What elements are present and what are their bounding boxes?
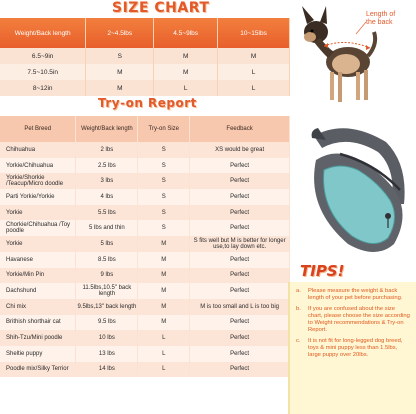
size-chart-row xyxy=(0,80,290,96)
tryon-row xyxy=(0,142,290,158)
feedback-cell: Perfect xyxy=(190,205,290,221)
tryon-row xyxy=(0,173,290,189)
feedback-cell: Perfect xyxy=(190,268,290,284)
weight-cell: 2 lbs xyxy=(76,142,138,158)
breed-cell: Brithish shorthair cat xyxy=(0,315,76,331)
size-header-cell: Weight/Back length xyxy=(0,18,86,48)
tryon-header-row xyxy=(0,116,290,142)
dog-label-line-1: Length of xyxy=(366,11,396,18)
tip-text: Please measure the weight & back length of your pet before purchasing. xyxy=(308,288,403,301)
tip-bullet: c. xyxy=(296,338,301,344)
weight-cell: 9.5 lbs xyxy=(76,315,138,331)
breed-cell: Sheltie puppy xyxy=(0,346,76,362)
breed-cell: Yorkie/Chihuahua xyxy=(0,158,76,174)
feedback-cell: S fits well but M is better for longer use,to lay down etc. xyxy=(190,236,290,252)
tryon-size-cell: M xyxy=(138,236,190,252)
breed-cell: Poodle mix/Silky Terrior xyxy=(0,362,76,378)
size-chart-row xyxy=(0,48,290,64)
size-header-cell: 4.5~9lbs xyxy=(154,18,218,48)
size-chart-header-row xyxy=(0,18,290,48)
size-cell: M xyxy=(86,64,154,80)
tryon-size-cell: M xyxy=(138,299,190,315)
size-cell: S xyxy=(86,48,154,64)
tryon-size-cell: S xyxy=(138,158,190,174)
back-length-cell: 7.5~10.5in xyxy=(0,64,86,80)
size-header-cell: 10~15lbs xyxy=(218,18,290,48)
tryon-header-cell: Try-on Size xyxy=(138,116,190,142)
tryon-row xyxy=(0,158,290,174)
dog-label-line-2: the back xyxy=(366,19,393,26)
feedback-cell: Perfect xyxy=(190,252,290,268)
tryon-report-table xyxy=(0,116,290,377)
weight-cell: 2.5 lbs xyxy=(76,158,138,174)
feedback-cell: Perfect xyxy=(190,362,290,378)
tryon-report-title: Try-on Report xyxy=(98,96,197,110)
feedback-cell: Perfect xyxy=(190,283,290,299)
tryon-row xyxy=(0,189,290,205)
tryon-size-cell: S xyxy=(138,189,190,205)
feedback-cell: XS would be great xyxy=(190,142,290,158)
tip-text: It is not fit for long-legged dog breed, toys & mini puppy less than 1.5lbs, large puppy over 20lbs. xyxy=(308,338,403,358)
breed-cell: Yorkie xyxy=(0,236,76,252)
tryon-row xyxy=(0,268,290,284)
feedback-cell: Perfect xyxy=(190,220,290,236)
breed-cell: Havanese xyxy=(0,252,76,268)
size-cell: L xyxy=(218,80,290,96)
tryon-row xyxy=(0,330,290,346)
tip-bullet: a. xyxy=(296,288,301,294)
size-chart-row xyxy=(0,64,290,80)
feedback-cell: Perfect xyxy=(190,315,290,331)
tryon-size-cell: S xyxy=(138,205,190,221)
tryon-header-cell: Weight/Back length xyxy=(76,116,138,142)
tryon-row xyxy=(0,205,290,221)
tip-bullet: b. xyxy=(296,306,301,312)
weight-cell: 5 lbs and thin xyxy=(76,220,138,236)
breed-cell: Dachshund xyxy=(0,283,76,299)
tip-item xyxy=(296,306,410,334)
size-cell: M xyxy=(154,64,218,80)
tryon-row xyxy=(0,283,290,299)
tryon-size-cell: L xyxy=(138,330,190,346)
tryon-row xyxy=(0,315,290,331)
tryon-row xyxy=(0,220,290,236)
weight-cell: 8.5 lbs xyxy=(76,252,138,268)
breed-cell: Chi mix xyxy=(0,299,76,315)
size-cell: L xyxy=(154,80,218,96)
feedback-cell: M is too small and L is too big xyxy=(190,299,290,315)
weight-cell: 10 lbs xyxy=(76,330,138,346)
weight-cell: 5.5 lbs xyxy=(76,205,138,221)
tryon-header-cell: Feedback xyxy=(190,116,290,142)
back-length-cell: 6.5~9in xyxy=(0,48,86,64)
tips-panel xyxy=(288,282,416,414)
tryon-row xyxy=(0,252,290,268)
tryon-size-cell: M xyxy=(138,252,190,268)
weight-cell: 13 lbs xyxy=(76,346,138,362)
tryon-row xyxy=(0,299,290,315)
tryon-size-cell: M xyxy=(138,315,190,331)
size-header-cell: 2~4.5lbs xyxy=(86,18,154,48)
tips-title: TIPS! xyxy=(300,262,345,280)
weight-cell: 3 lbs xyxy=(76,173,138,189)
weight-cell: 9.5lbs,13" back length xyxy=(76,299,138,315)
breed-cell: Shih-Tzu/Mini poodle xyxy=(0,330,76,346)
tryon-row xyxy=(0,236,290,252)
tryon-size-cell: L xyxy=(138,346,190,362)
breed-cell: Yorkie/Shorkie /Teacup/Micro doodle xyxy=(0,173,76,189)
weight-cell: 11.5lbs,10.5" back length xyxy=(76,283,138,299)
feedback-cell: Perfect xyxy=(190,158,290,174)
tryon-size-cell: L xyxy=(138,362,190,378)
weight-cell: 14 lbs xyxy=(76,362,138,378)
dog-measurement-photo xyxy=(294,2,416,110)
breed-cell: Yorkie xyxy=(0,205,76,221)
size-cell: L xyxy=(218,64,290,80)
size-chart-table xyxy=(0,18,290,96)
weight-cell: 9 lbs xyxy=(76,268,138,284)
feedback-cell: Perfect xyxy=(190,189,290,205)
size-chart-title: SIZE CHART xyxy=(112,0,210,16)
weight-cell: 5 lbs xyxy=(76,236,138,252)
tip-text: If you are confused about the size chart, please choose the size according to Weight recommendations & Try-on Report. xyxy=(308,306,410,333)
tryon-row xyxy=(0,362,290,378)
back-length-cell: 8~12in xyxy=(0,80,86,96)
tip-item xyxy=(296,338,410,359)
size-cell: M xyxy=(86,80,154,96)
breed-cell: Chihuahua xyxy=(0,142,76,158)
sling-bag-photo xyxy=(296,120,416,260)
feedback-cell: Perfect xyxy=(190,173,290,189)
tryon-header-cell: Pet Breed xyxy=(0,116,76,142)
tryon-size-cell: S xyxy=(138,173,190,189)
breed-cell: Yorkie/Min Pin xyxy=(0,268,76,284)
size-cell: M xyxy=(218,48,290,64)
tryon-size-cell: S xyxy=(138,142,190,158)
breed-cell: Chorkie/Chihuahua /Toy poodle xyxy=(0,220,76,236)
tip-item xyxy=(296,288,410,302)
breed-cell: Parti Yorkie/Yorkie xyxy=(0,189,76,205)
tryon-size-cell: M xyxy=(138,268,190,284)
weight-cell: 4 lbs xyxy=(76,189,138,205)
tryon-size-cell: M xyxy=(138,283,190,299)
feedback-cell: Perfect xyxy=(190,330,290,346)
tryon-row xyxy=(0,346,290,362)
size-cell: M xyxy=(154,48,218,64)
tryon-size-cell: S xyxy=(138,220,190,236)
feedback-cell: Perfect xyxy=(190,346,290,362)
